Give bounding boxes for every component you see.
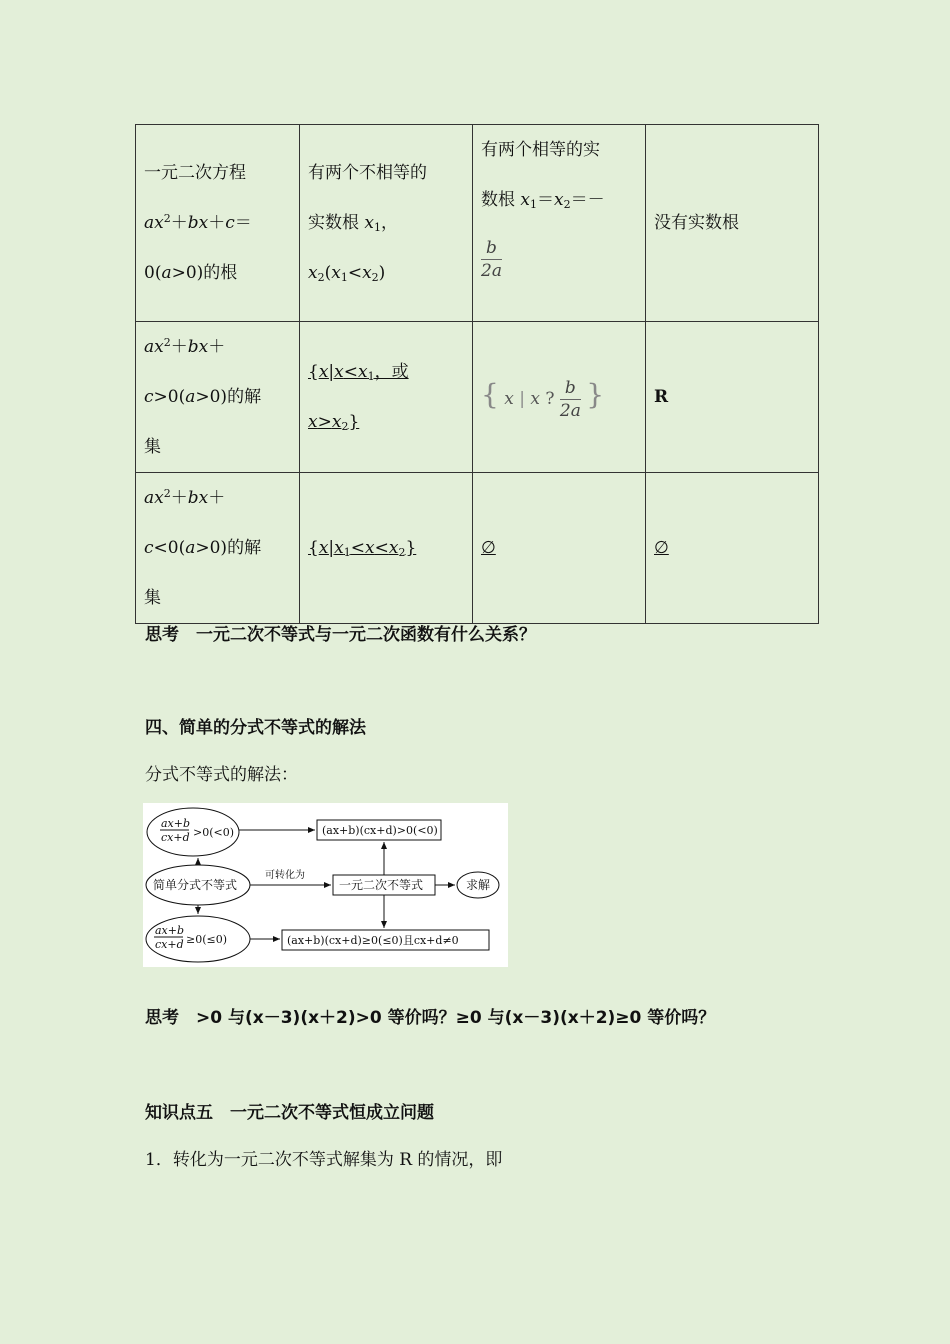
cell-line: {$x|x<x_1$，或 [308, 362, 409, 383]
top-left-label: >0(<0) [193, 826, 235, 839]
knowledge-point-5-title: 知识点五 一元二次不等式恒成立问题 [145, 1103, 434, 1123]
cell-text: 没有实数根 [654, 213, 739, 233]
cell-line: $x>x_2$} [308, 412, 360, 433]
fraction [481, 225, 637, 282]
fraction-b-over-2a: $\frac{b}{2a}$ [559, 378, 581, 421]
diagram-svg [143, 803, 508, 967]
cell-line: 实数根 $x_1$， [308, 213, 398, 234]
inequality-table [135, 124, 819, 624]
cell-line: 有两个相等的实 [481, 140, 600, 160]
mid-center-label: 一元二次不等式 [339, 878, 424, 892]
bar: | [519, 389, 525, 409]
table-cell [300, 322, 473, 473]
mid-right-label: 求解 [466, 878, 491, 892]
bottom-frac-den: cx+d [155, 938, 184, 951]
table-cell [646, 473, 819, 624]
section-4-intro: 分式不等式的解法： [145, 765, 298, 785]
cell-line: 集 [144, 588, 161, 608]
table-cell [646, 322, 819, 473]
table-cell [136, 473, 300, 624]
fraction-b-over-2a: $\frac{b}{2a}$ [481, 238, 502, 281]
brace-left: { [481, 378, 499, 411]
cell-line: $ax^2+bx+c=$ [144, 212, 252, 233]
brace-right: } [586, 378, 605, 411]
cell-line: $ax^2+bx+$ [144, 487, 226, 508]
table-cell [473, 473, 646, 624]
bottom-right-label: (ax+b)(cx+d)≥0(≤0)且cx+d≠0 [287, 934, 459, 947]
cell-text: ∅ [481, 538, 496, 558]
top-frac-num: ax+b [161, 817, 191, 830]
top-right-label: (ax+b)(cx+d)>0(<0) [322, 824, 438, 837]
cell-text: ∅ [654, 538, 669, 558]
table-cell [300, 473, 473, 624]
knowledge-point-5-item-1: 1．转化为一元二次不等式解集为 R 的情况，即 [145, 1150, 503, 1170]
cell-line: 一元二次方程 [144, 163, 246, 183]
cell-line: $x_2(x_1<x_2)$ [308, 263, 386, 284]
cell-line: c>0(a>0)的解 [144, 387, 262, 407]
mid-arrow-label: 可转化为 [265, 870, 305, 881]
fraction-inequality-diagram [143, 803, 508, 967]
table-cell [473, 125, 646, 322]
cell-line: 数根 $x_1=x_2=-$ [481, 190, 605, 211]
table-cell [136, 125, 300, 322]
table-row [136, 322, 819, 473]
think-question-1: 思考 一元二次不等式与一元二次函数有什么关系？ [145, 625, 536, 645]
table-cell: { x | x ? $\frac{b}{2a}$ } [473, 322, 646, 473]
table-row [136, 473, 819, 624]
cell-line: c<0(a>0)的解 [144, 538, 262, 558]
table-cell [300, 125, 473, 322]
cell-line: 有两个不相等的 [308, 163, 427, 183]
table-cell [136, 322, 300, 473]
cell-line: 集 [144, 437, 161, 457]
top-frac-den: cx+d [161, 831, 190, 844]
think-question-2: 思考 >0 与(x－3)(x＋2)>0 等价吗？≥0 与(x－3)(x＋2)≥0 等价吗？ [145, 1008, 716, 1028]
cell-line: $ax^2+bx+$ [144, 336, 226, 357]
cell-line: 0(a>0)的根 [144, 263, 238, 283]
section-4-title: 四、简单的分式不等式的解法 [145, 718, 366, 738]
cell-text: $\{x|x_1<x<x_2\}$ [308, 538, 417, 559]
cell-text: R [654, 387, 669, 407]
mid-left-label: 简单分式不等式 [153, 878, 238, 892]
bottom-left-label: ≥0(≤0) [186, 933, 228, 946]
table-cell [646, 125, 819, 322]
table-row [136, 125, 819, 322]
bottom-frac-num: ax+b [155, 924, 185, 937]
